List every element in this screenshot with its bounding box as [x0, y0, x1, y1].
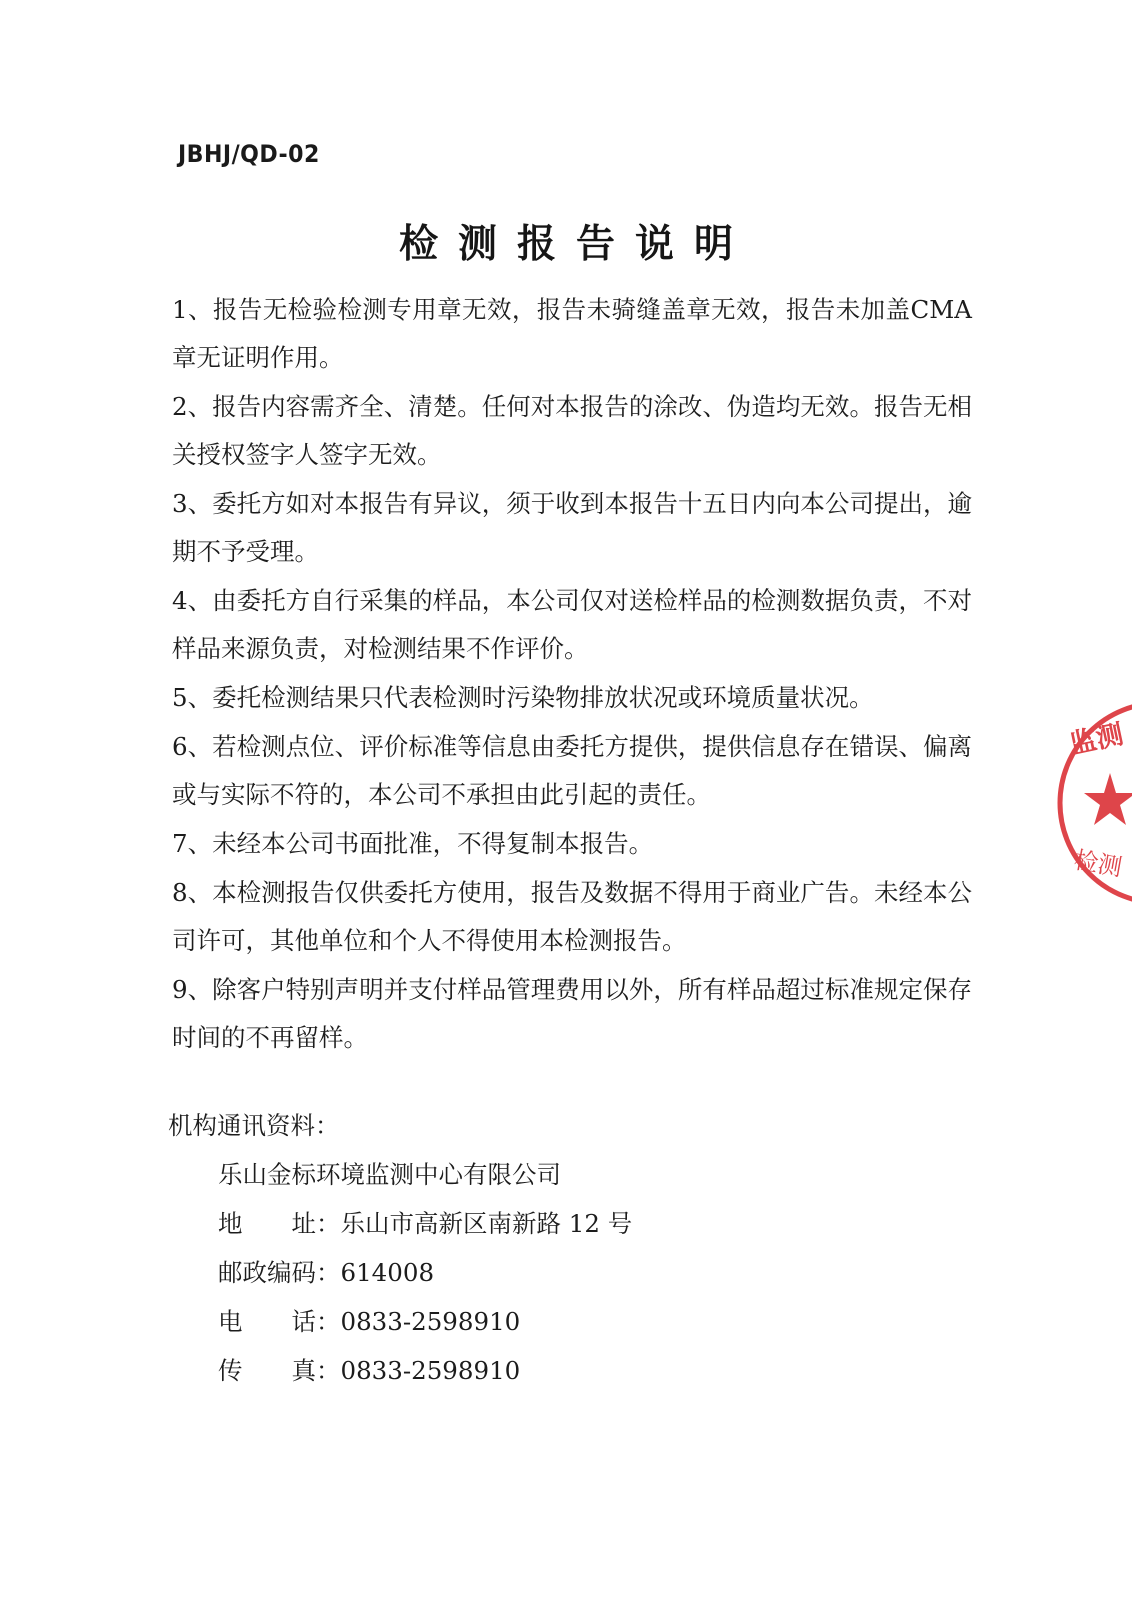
company-name: 乐山金标环境监测中心有限公司: [218, 1160, 561, 1189]
postcode-value: 614008: [340, 1258, 435, 1287]
document-code: JBHJ/QD-02: [178, 140, 320, 168]
official-seal-stamp: [1048, 698, 1132, 908]
clause-list: [172, 286, 972, 1063]
clause-item: 3、委托方如对本报告有异议，须于收到本报告十五日内向本公司提出，逾期不予受理。: [172, 489, 972, 566]
address-label: 地 址：: [218, 1209, 341, 1238]
contact-list: [168, 1150, 868, 1395]
clause-item: 2、报告内容需齐全、清楚。任何对本报告的涂改、伪造均无效。报告无相关授权签字人签字无效。: [172, 392, 972, 469]
fax-label: 传 真：: [218, 1356, 341, 1385]
address-value: 乐山市高新区南新路 12 号: [340, 1209, 633, 1238]
postcode-label: 邮政编码：: [218, 1258, 341, 1287]
clause-item: 7、未经本公司书面批准，不得复制本报告。: [172, 829, 654, 858]
document-title: 检测报告说明: [398, 222, 753, 267]
clause-item: 5、委托检测结果只代表检测时污染物排放状况或环境质量状况。: [172, 683, 874, 712]
svg-text:检测: 检测: [1071, 845, 1125, 882]
fax-row: [218, 1346, 868, 1395]
seal-icon: [1048, 698, 1132, 908]
clause-item: 4、由委托方自行采集的样品，本公司仅对送检样品的检测数据负责，不对样品来源负责，对检测结果不作评价。: [172, 586, 972, 663]
phone-row: [218, 1297, 868, 1346]
contact-section: [168, 1102, 868, 1395]
phone-label: 电 话：: [218, 1307, 341, 1336]
clause-item: 1、报告无检验检测专用章无效，报告未骑缝盖章无效，报告未加盖CMA 章无证明作用。: [172, 295, 972, 372]
svg-text:监测: 监测: [1066, 718, 1127, 761]
clause-item: 8、本检测报告仅供委托方使用，报告及数据不得用于商业广告。未经本公司许可，其他单位和个人不得使用本检测报告。: [172, 878, 972, 955]
address-row: [218, 1199, 868, 1248]
clause-item: 9、除客户特别声明并支付样品管理费用以外，所有样品超过标准规定保存时间的不再留样。: [172, 975, 972, 1052]
fax-value: 0833-2598910: [340, 1356, 521, 1385]
clause-item: 6、若检测点位、评价标准等信息由委托方提供，提供信息存在错误、偏离或与实际不符的，本公司不承担由此引起的责任。: [172, 732, 972, 809]
postcode-row: [218, 1248, 868, 1297]
contact-heading: 机构通讯资料：: [168, 1111, 340, 1140]
phone-value: 0833-2598910: [340, 1307, 521, 1336]
